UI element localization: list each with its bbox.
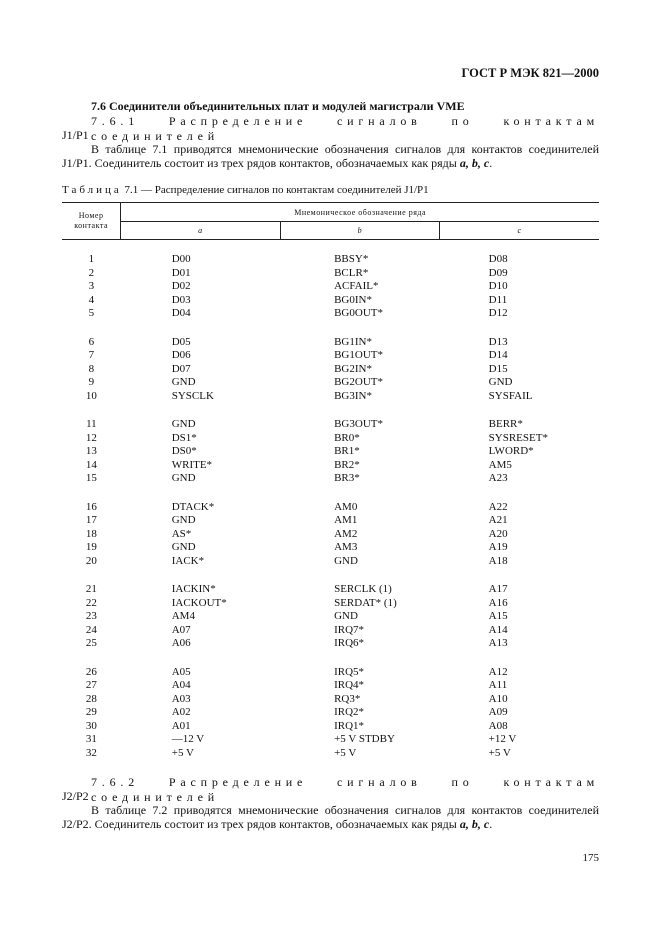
spacer-cell [62, 486, 599, 501]
signal-c: SYSRESET* [488, 431, 548, 444]
subsection-761-title-cont: J1/P1 [62, 128, 89, 142]
signal-b: RQ3* [334, 692, 361, 705]
signal-a: D02 [171, 280, 191, 292]
signal-a: A07 [171, 623, 191, 636]
signal-b: BR1* [334, 445, 360, 457]
pin-number: 20 [85, 554, 97, 567]
signal-a: AS* [171, 527, 192, 540]
signal-c: A15 [488, 610, 508, 622]
table-row [62, 733, 599, 747]
pin-number: 1 [88, 253, 95, 265]
signal-c: A10 [488, 692, 508, 705]
col-header-number: Номер контакта [62, 203, 121, 240]
spacer-cell [62, 760, 599, 766]
pin-number: 32 [85, 746, 97, 759]
pin-number: 24 [85, 623, 97, 636]
pin-number: 17 [85, 514, 97, 526]
col-header-a: a [121, 222, 280, 240]
signal-b: BBSY* [334, 253, 369, 265]
signal-b: BR3* [334, 472, 360, 484]
signal-a: GND [171, 418, 196, 430]
signal-a: GND [171, 514, 196, 526]
signal-c: BERR* [488, 418, 523, 430]
signal-a: A05 [171, 665, 191, 678]
table-row [62, 610, 599, 624]
signal-c: D15 [488, 362, 508, 375]
table-row [62, 597, 599, 611]
col-header-mnemonic: Мнемоническое обозначение ряда [121, 203, 599, 222]
table-row [62, 390, 599, 404]
signal-c: A12 [488, 665, 508, 678]
paragraph-762-text: J2/P2. Соединитель состоит из трех рядов контактов, обозначаемых как ряды [62, 817, 460, 831]
spacer-row [62, 760, 599, 766]
subsection-762-title: 7.6.2 Распределение сигналов по контактам соединителей [91, 775, 599, 804]
table-row [62, 555, 599, 569]
signal-a: AM4 [171, 610, 195, 622]
signal-a: GND [171, 376, 196, 388]
table-body [62, 240, 599, 767]
pin-number: 18 [85, 527, 97, 540]
table-row [62, 747, 599, 761]
pin-number: 31 [85, 733, 97, 745]
signal-a: DS1* [171, 431, 197, 444]
signal-b: BG3OUT* [334, 418, 383, 430]
signal-c: +5 V [488, 746, 511, 759]
signal-b: BR0* [334, 431, 360, 444]
table-row [62, 349, 599, 363]
pin-number: 5 [88, 307, 95, 319]
signal-a: IACK* [171, 554, 205, 567]
signal-c: A14 [488, 623, 508, 636]
signal-b: AM0 [334, 500, 358, 513]
spacer-row [62, 403, 599, 418]
signal-b: BG3IN* [334, 389, 372, 402]
signal-c: A20 [488, 527, 508, 540]
subsection-762-title-cont: J2/P2 [62, 789, 89, 803]
signal-a: D01 [171, 266, 191, 279]
pin-number: 28 [85, 692, 97, 705]
pin-number: 27 [85, 679, 97, 691]
signal-c: D09 [488, 266, 508, 279]
pin-number: 9 [88, 376, 95, 388]
signal-b: BG0IN* [334, 293, 372, 306]
section-title: 7.6 Соединители объединительных плат и модулей магистрали VME [91, 99, 465, 113]
signal-c: D11 [488, 293, 508, 306]
signal-c: A08 [488, 719, 508, 732]
signal-b: SERCLK (1) [334, 583, 392, 595]
signal-a: D04 [171, 307, 191, 319]
signal-a: D06 [171, 349, 191, 361]
pin-number: 11 [86, 418, 97, 430]
table-row [62, 528, 599, 542]
table-row [62, 363, 599, 377]
table-row [62, 376, 599, 390]
signal-c: D10 [488, 280, 508, 292]
table-row [62, 418, 599, 432]
table-row [62, 336, 599, 350]
signal-c: A17 [488, 583, 508, 595]
paragraph-762-line2 [62, 817, 492, 832]
table-row [62, 624, 599, 638]
spacer-row [62, 651, 599, 666]
table-row [62, 679, 599, 693]
pin-number: 16 [85, 500, 97, 513]
signal-a: GND [171, 541, 196, 553]
pin-number: 19 [85, 541, 97, 553]
spacer-cell [62, 240, 599, 254]
pin-number: 10 [85, 389, 97, 402]
table-row [62, 583, 599, 597]
table-row [62, 693, 599, 707]
signal-a: DS0* [171, 445, 197, 457]
signal-b: BG2OUT* [334, 376, 383, 388]
signal-c: AM5 [488, 458, 512, 471]
signal-a: A02 [171, 706, 191, 718]
signal-b: IRQ6* [334, 637, 365, 649]
signal-b: BCLR* [334, 266, 369, 279]
pin-number: 26 [85, 665, 97, 678]
table-row [62, 294, 599, 308]
signal-a: D07 [171, 362, 191, 375]
signal-c: GND [488, 376, 513, 388]
table-row [62, 514, 599, 528]
spacer-cell [62, 568, 599, 583]
signal-b: IRQ7* [334, 623, 365, 636]
signal-b: IRQ4* [334, 679, 365, 691]
signal-b: ACFAIL* [334, 280, 379, 292]
signal-c: D12 [488, 307, 508, 319]
signal-b: GND [334, 610, 358, 622]
table-row [62, 501, 599, 515]
pin-number: 22 [85, 596, 97, 609]
signal-b: SERDAT* (1) [334, 596, 397, 609]
signal-a: A03 [171, 692, 191, 705]
signal-b: AM3 [334, 541, 358, 553]
signal-b: IRQ2* [334, 706, 365, 718]
signal-c: A11 [488, 679, 508, 691]
signal-c: A16 [488, 596, 508, 609]
table-row [62, 472, 599, 486]
signal-c: D13 [488, 335, 508, 348]
signal-a: D00 [171, 253, 191, 265]
paragraph-762-end: . [489, 817, 493, 831]
subsection-761-title: 7.6.1 Распределение сигналов по контактам соединителей [91, 114, 599, 143]
signal-b: BR2* [334, 458, 360, 471]
table-row [62, 280, 599, 294]
table-row [62, 307, 599, 321]
table-row [62, 706, 599, 720]
signal-c: D14 [488, 349, 508, 361]
standard-header: ГОСТ Р МЭК 821—2000 [461, 66, 599, 80]
pin-number: 14 [85, 458, 97, 471]
signal-b: +5 V STDBY [334, 733, 395, 745]
spacer-cell [62, 321, 599, 336]
table-row [62, 720, 599, 734]
signal-a: IACKIN* [171, 583, 216, 595]
signal-c: +12 V [488, 733, 517, 745]
table-caption-text: 7.1 — Распределение сигналов по контактам соединителей J1/P1 [124, 184, 429, 196]
signal-b: BG1IN* [334, 335, 372, 348]
signal-c: A22 [488, 500, 508, 513]
signal-table [62, 202, 599, 766]
signal-a: A06 [171, 637, 191, 649]
pin-number: 21 [85, 583, 97, 595]
signal-c: SYSFAIL [488, 389, 533, 402]
signal-b: +5 V [334, 746, 357, 759]
paragraph-762-line1: В таблице 7.2 приводятся мнемонические обозначения сигналов для контактов соединителей [91, 803, 599, 817]
signal-b: AM2 [334, 527, 358, 540]
signal-a: D05 [171, 335, 191, 348]
page-number: 175 [582, 852, 599, 864]
table-row [62, 432, 599, 446]
table-row [62, 267, 599, 281]
table-row [62, 445, 599, 459]
spacer-row [62, 240, 599, 254]
signal-b: GND [334, 554, 358, 567]
signal-a: SYSCLK [171, 389, 214, 402]
signal-b: BG1OUT* [334, 349, 383, 361]
signal-c: D08 [488, 253, 508, 265]
pin-number: 25 [85, 637, 97, 649]
paragraph-762-rows: a, b, c [459, 817, 490, 831]
signal-c: A21 [488, 514, 508, 526]
pin-number: 7 [88, 349, 95, 361]
paragraph-761-end: . [489, 156, 493, 170]
signal-c: A18 [488, 554, 508, 567]
pin-number: 29 [85, 706, 97, 718]
signal-c: A13 [488, 637, 508, 649]
signal-a: IACKOUT* [171, 596, 227, 609]
signal-b: IRQ5* [334, 665, 365, 678]
pin-number: 4 [88, 293, 95, 306]
col-header-c: c [440, 222, 599, 240]
signal-a: —12 V [171, 733, 205, 745]
signal-c: A09 [488, 706, 508, 718]
signal-b: BG0OUT* [334, 307, 383, 319]
table-caption-word: Таблица [62, 184, 122, 196]
signal-a: WRITE* [171, 458, 213, 471]
pin-number: 23 [85, 610, 97, 622]
signal-b: BG2IN* [334, 362, 372, 375]
pin-number: 13 [85, 445, 97, 457]
pin-number: 30 [85, 719, 97, 732]
spacer-row [62, 568, 599, 583]
pin-number: 8 [88, 362, 95, 375]
signal-b: AM1 [334, 514, 358, 526]
signal-a: A01 [171, 719, 191, 732]
signal-a: +5 V [171, 746, 194, 759]
signal-a: A04 [171, 679, 191, 691]
signal-c: A23 [488, 472, 508, 484]
signal-c: LWORD* [488, 445, 534, 457]
signal-c: A19 [488, 541, 508, 553]
pin-number: 6 [88, 335, 95, 348]
table-row [62, 541, 599, 555]
pin-number: 15 [85, 472, 97, 484]
paragraph-761-rows: a, b, c [459, 156, 490, 170]
paragraph-761-line2 [62, 156, 492, 171]
pin-number: 12 [85, 431, 97, 444]
spacer-cell [62, 403, 599, 418]
table-row [62, 637, 599, 651]
table-row [62, 253, 599, 267]
signal-a: GND [171, 472, 196, 484]
pin-number: 3 [88, 280, 95, 292]
signal-a: DTACK* [171, 500, 215, 513]
col-header-b: b [280, 222, 440, 240]
table-row [62, 459, 599, 473]
signal-a: D03 [171, 293, 191, 306]
spacer-row [62, 321, 599, 336]
spacer-row [62, 486, 599, 501]
table-caption [62, 183, 429, 198]
paragraph-761-text: J1/P1. Соединитель состоит из трех рядов контактов, обозначаемых как ряды [62, 156, 460, 170]
paragraph-761-line1: В таблице 7.1 приводятся мнемонические обозначения сигналов для контактов соединителей [91, 142, 599, 156]
pin-number: 2 [88, 266, 95, 279]
signal-b: IRQ1* [334, 719, 365, 732]
table-row [62, 666, 599, 680]
spacer-cell [62, 651, 599, 666]
